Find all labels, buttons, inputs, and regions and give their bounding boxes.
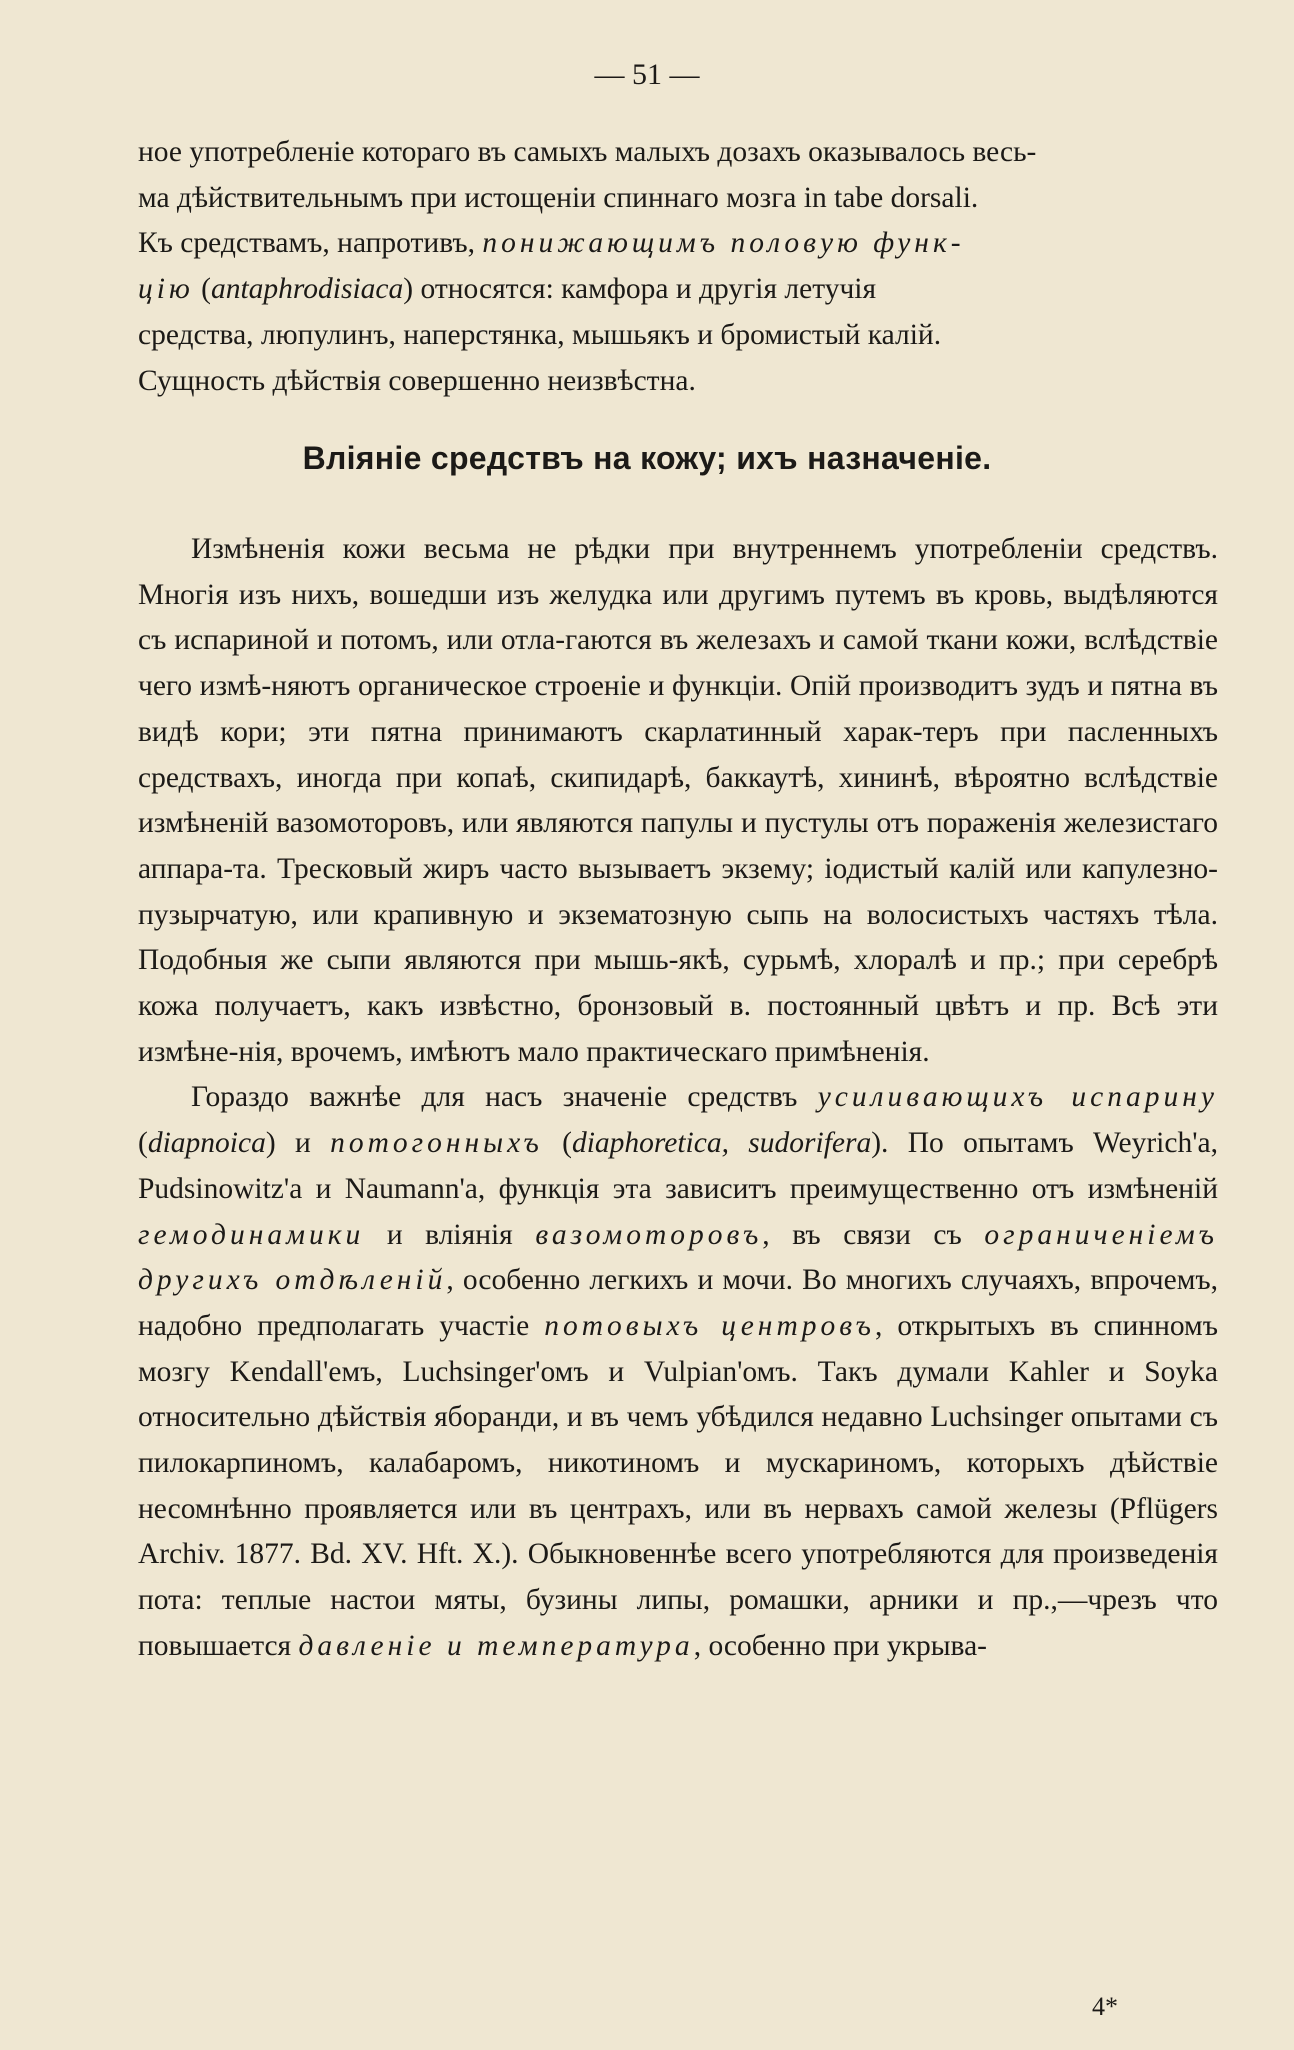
body-section [138,527,1218,1670]
line-text: средства, люпулинъ, наперстянка, мышьякъ и бромистый калій. [138,318,942,351]
latin-term: diaphoretica, sudorifera [571,1127,872,1160]
emphasis-text: усиливающихъ испарину [817,1081,1218,1114]
line-text: ) относятся: камфора и другія летучія [403,273,877,306]
paragraph-3: Гораздо важнѣе для насъ значеніе средствъ усиливающихъ испарину (diapnoica) и потогонныхъ (diaphoretica, sudorifera). По опытамъ Weyrich'а, Pudsinowitz'а и Naumann'а, функція эта зависитъ преимущественно отъ измѣненій гемодинамики и вліянія вазомоторовъ, въ связи съ ограниченіемъ другихъ отдѣленій, особенно легкихъ и мочи. Во многихъ случаяхъ, впрочемъ, надобно предполагать участіе потовыхъ центровъ, открытыхъ въ спинномъ мозгу Kendall'емъ, Luchsinger'омъ и Vulpian'омъ. Такъ думали Kahler и Soyka относительно дѣйствія яборанди, и въ чемъ убѣдился недавно Luchsinger опытами съ пилокарпиномъ, калабаромъ, никотиномъ и мускариномъ, которыхъ дѣйствіе несомнѣнно проявляется или въ центрахъ, или въ нервахъ самой железы (Pflügers Archiv. 1877. Bd. XV. Hft. X.). Обыкновеннѣе всего употребляются для произведенія пота: теплые настои мяты, бузины липы, ромашки, арники и пр.,—чрезъ что повышается давленіе и температура, особенно при укрыва- [138,1081,1218,1662]
line-text: Къ средствамъ, напротивъ, [138,227,483,260]
emphasis-text: давленіе и температура [298,1629,694,1662]
latin-term: diapnoica [147,1127,266,1160]
emphasis-text: цію [138,273,194,306]
emphasis-text: потовыхъ центровъ [544,1309,875,1342]
signature-mark: 4* [1092,1992,1118,2021]
page-number: — 51 — [594,58,700,91]
paragraph-1 [138,130,1218,404]
latin-term: antaphrodisiaca [210,273,404,306]
emphasis-text: понижающимъ половую функ- [482,227,965,260]
line-text: Сущность дѣйствія совершенно неизвѣстна. [138,364,696,397]
line-text: ма дѣйствительнымъ при истощеніи спиннаго мозга in tabe dorsali. [138,181,979,214]
line-text: ное употребленіе котораго въ самыхъ малыхъ дозахъ оказывалось весь- [138,136,1037,168]
section-heading: Вліяніе средствъ на кожу; ихъ назначеніе. [302,440,992,476]
emphasis-text: вазомоторовъ [535,1218,763,1251]
paragraph-2: Измѣненія кожи весьма не рѣдки при внутреннемъ употребленіи средствъ. Многія изъ нихъ, вошедши изъ желудка или другимъ путемъ въ кровь, выдѣляются съ испариной и потомъ, или отла-гаются въ железахъ и самой ткани кожи, вслѣдствіе чего измѣ-няютъ органическое строеніе и функціи. Опій производитъ зудъ и пятна въ видѣ кори; эти пятна принимаютъ скарлатинный харак-теръ при пасленныхъ средствахъ, иногда при копаѣ, скипидарѣ, баккаутѣ, хининѣ, вѣроятно вслѣдствіе измѣненій вазомоторовъ, или являются папулы и пустулы отъ пораженія железистаго аппара-та. Тресковый жиръ часто вызываетъ экзему; іодистый калій или капулезно-пузырчатую, или крапивную и экзематозную сыпь на волосистыхъ частяхъ тѣла. Подобныя же сыпи являются при мышь-якѣ, сурьмѣ, хлоралѣ и пр.; при серебрѣ кожа получаетъ, какъ извѣстно, бронзовый в. постоянный цвѣтъ и пр. Всѣ эти измѣне-нія, врочемъ, имѣютъ мало практическаго примѣненія. [138,533,1218,1068]
emphasis-text: ограниченіемъ другихъ отдѣленій [138,1218,1218,1297]
emphasis-text: потогонныхъ [330,1127,543,1160]
line-text: ( [193,273,211,306]
emphasis-text: гемодинамики [138,1218,365,1251]
